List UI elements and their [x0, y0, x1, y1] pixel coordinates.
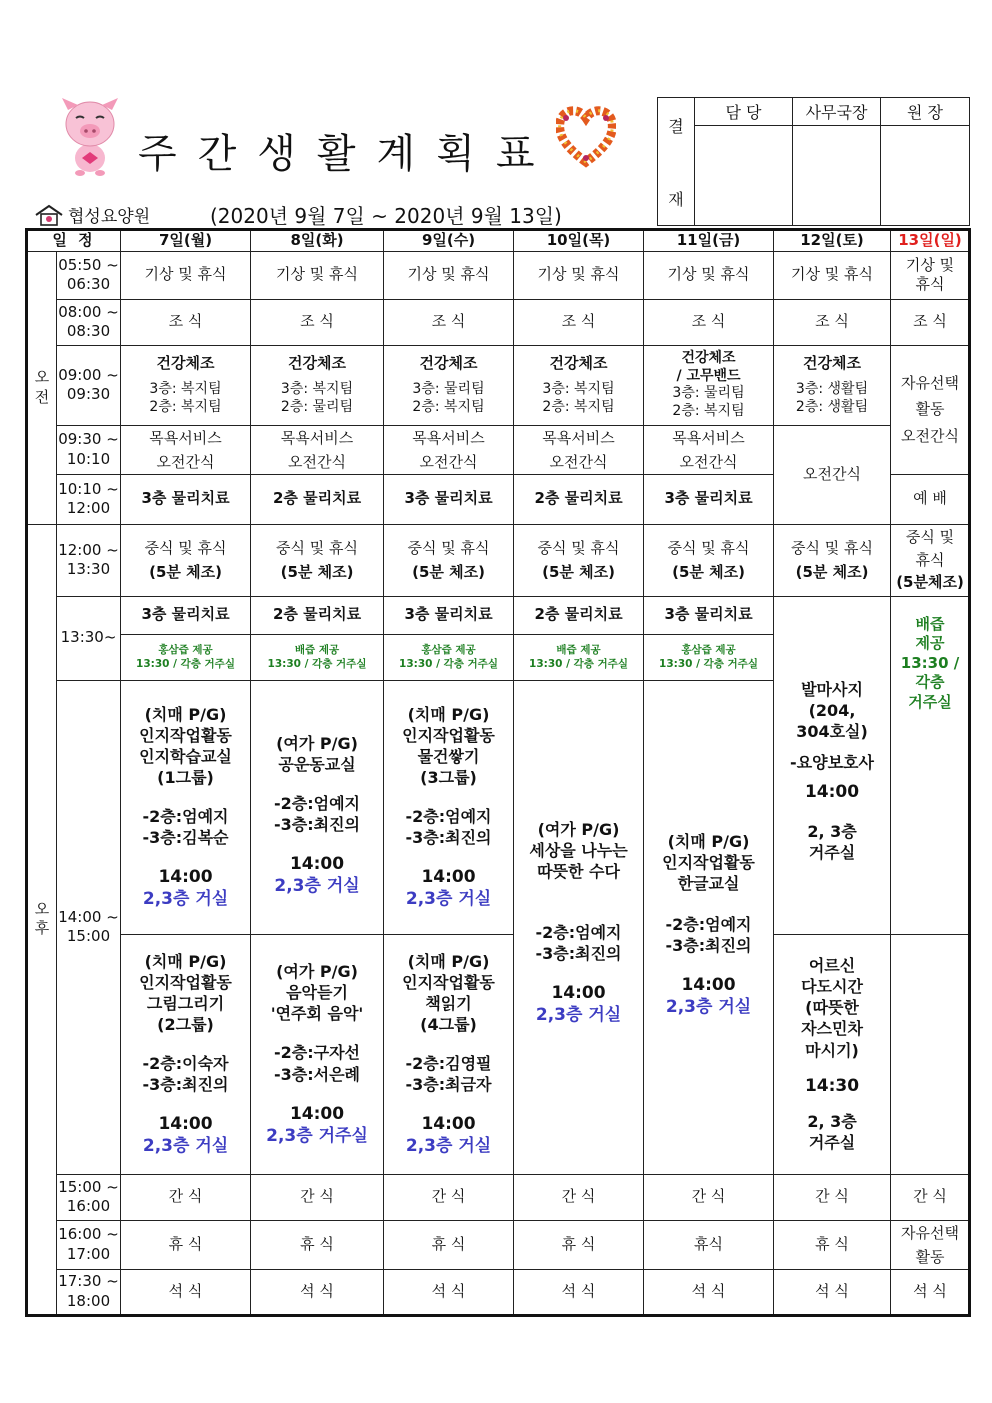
cell-rest: 휴식: [644, 1220, 774, 1269]
cell-pt: 2층 물리치료: [251, 474, 384, 524]
cell-sun-juice: 배즙 제공 13:30 / 각층 거주실: [891, 596, 970, 934]
cell-sun-morning: 자유선택 활동 오전간식: [891, 345, 970, 474]
cell-snack: 간 식: [384, 1174, 514, 1220]
day-thu: 10일(목): [514, 230, 644, 252]
time-cell: 16:00 ~ 17:00: [57, 1220, 121, 1269]
time-cell: 14:00 ~ 15:00: [57, 680, 121, 1174]
cell-pt: 3층 물리치료: [384, 474, 514, 524]
cell-snack: 간 식: [774, 1174, 891, 1220]
row-exercise: [27, 345, 970, 425]
cell-sun-worship: 예 배: [891, 474, 970, 524]
cell-breakfast: 조 식: [384, 299, 514, 345]
row-snack: [27, 1174, 970, 1220]
row-lunch: [27, 524, 970, 596]
cell-program-tue-2: (여가 P/G) 음악듣기 '연주회 음악' -2층:구자선 -3층:서은례 14:00 2,3층 거주실: [251, 934, 384, 1174]
time-cell: 17:30 ~ 18:00: [57, 1269, 121, 1315]
day-fri: 11일(금): [644, 230, 774, 252]
cell-wake: 기상 및 휴식: [644, 251, 774, 299]
cell-pt2: 3층 물리치료: [644, 596, 774, 634]
house-logo-icon: [34, 204, 64, 226]
cell-exercise: 건강체조 3층: 복지팀 2층: 복지팀: [514, 345, 644, 425]
cell-juice: 배즙 제공 13:30 / 각층 거주실: [251, 634, 384, 680]
time-cell: 15:00 ~ 16:00: [57, 1174, 121, 1220]
cell-dinner: 석 식: [644, 1269, 774, 1315]
cell-dinner: 석 식: [121, 1269, 251, 1315]
cell-rest: 휴 식: [384, 1220, 514, 1269]
cell-juice: 홍삼즙 제공 13:30 / 각층 거주실: [644, 634, 774, 680]
cell-exercise: 건강체조 3층: 물리팀 2층: 복지팀: [384, 345, 514, 425]
period-text: (2020년 9월 7일 ~ 2020년 9월 13일): [210, 204, 562, 228]
cell-wake: 기상 및 휴식: [251, 251, 384, 299]
cell-bath: 목욕서비스 오전간식: [121, 425, 251, 474]
schedule-table: [25, 228, 971, 1317]
cell-wake-sun: 기상 및 휴식: [891, 251, 970, 299]
cell-bath: 목욕서비스 오전간식: [251, 425, 384, 474]
cell-breakfast: 조 식: [644, 299, 774, 345]
row-program-2: [27, 934, 970, 1174]
day-sun: 13일(일): [891, 230, 970, 252]
approval-sign-manager[interactable]: [695, 126, 793, 226]
am-label: 오 전: [27, 251, 57, 524]
time-cell: 13:30~: [57, 596, 121, 680]
cell-snack: 간 식: [644, 1174, 774, 1220]
time-cell: 08:00 ~ 08:30: [57, 299, 121, 345]
cell-breakfast: 조 식: [891, 299, 970, 345]
cell-breakfast: 조 식: [774, 299, 891, 345]
cell-snack: 간 식: [891, 1174, 970, 1220]
org-name: 협성요양원: [68, 207, 151, 227]
time-cell: 09:00 ~ 09:30: [57, 345, 121, 425]
cell-pt: 3층 물리치료: [644, 474, 774, 524]
time-cell: 10:10 ~ 12:00: [57, 474, 121, 524]
cell-exercise: 건강체조 3층: 복지팀 2층: 물리팀: [251, 345, 384, 425]
cell-program-fri: (치매 P/G) 인지작업활동 한글교실 -2층:엄예지 -3층:최진의 14:00 2,3층 거실: [644, 680, 774, 1174]
cell-pt2: 3층 물리치료: [121, 596, 251, 634]
cell-juice: 홍삼즙 제공 13:30 / 각층 거주실: [121, 634, 251, 680]
cell-snack: 간 식: [514, 1174, 644, 1220]
cell-program-thu: (여가 P/G) 세상을 나누는 따뜻한 수다 -2층:엄예지 -3층:최진의 14:00 2,3층 거실: [514, 680, 644, 1174]
row-pt2: [27, 596, 970, 634]
approval-role-director: 원 장: [881, 98, 970, 126]
cell-dinner: 석 식: [891, 1269, 970, 1315]
cell-rest: 휴 식: [251, 1220, 384, 1269]
corner-label: 일 정: [27, 230, 121, 252]
cell-snack: 간 식: [251, 1174, 384, 1220]
row-wake: [27, 251, 970, 299]
day-mon: 7일(월): [121, 230, 251, 252]
cell-bath: 목욕서비스 오전간식: [384, 425, 514, 474]
row-bath: [27, 425, 970, 474]
cell-dinner: 석 식: [384, 1269, 514, 1315]
cell-breakfast: 조 식: [251, 299, 384, 345]
cell-program-mon-2: (치매 P/G) 인지작업활동 그림그리기 (2그룹) -2층:이숙자 -3층:최진의 14:00 2,3층 거실: [121, 934, 251, 1174]
approval-box: [657, 97, 970, 226]
cell-rest-sun: 자유선택 활동: [891, 1220, 970, 1269]
cell-lunch: 중식 및 휴식 (5분 체조): [121, 524, 251, 596]
header-row: [27, 230, 970, 252]
pm-label: 오 후: [27, 524, 57, 1315]
cell-exercise: 건강체조 3층: 복지팀 2층: 복지팀: [121, 345, 251, 425]
time-cell: 05:50 ~ 06:30: [57, 251, 121, 299]
cell-sat-tea: 어르신 다도시간 (따뜻한 자스민차 마시기) 14:30 2, 3층 거주실: [774, 934, 891, 1174]
approval-label: 결 재: [658, 98, 695, 226]
day-sat: 12일(토): [774, 230, 891, 252]
day-wed: 9일(수): [384, 230, 514, 252]
cell-wake: 기상 및 휴식: [121, 251, 251, 299]
cell-breakfast: 조 식: [121, 299, 251, 345]
cell-juice: 홍삼즙 제공 13:30 / 각층 거주실: [384, 634, 514, 680]
approval-sign-secretary[interactable]: [793, 126, 881, 226]
time-cell: 09:30 ~ 10:10: [57, 425, 121, 474]
cell-lunch: 중식 및 휴식 (5분 체조): [514, 524, 644, 596]
cell-exercise: 건강체조 / 고무밴드 3층: 물리팀 2층: 복지팀: [644, 345, 774, 425]
cell-wake: 기상 및 휴식: [514, 251, 644, 299]
cell-wake: 기상 및 휴식: [384, 251, 514, 299]
cell-rest: 휴 식: [514, 1220, 644, 1269]
row-breakfast: [27, 299, 970, 345]
cell-lunch: 중식 및 휴식 (5분 체조): [384, 524, 514, 596]
row-dinner: [27, 1269, 970, 1315]
page-title: 주간생활계획표: [138, 131, 556, 177]
cell-lunch: 중식 및 휴식 (5분 체조): [644, 524, 774, 596]
cell-lunch-sun: 중식 및 휴식 (5분체조): [891, 524, 970, 596]
cell-program-wed-2: (치매 P/G) 인지작업활동 책읽기 (4그룹) -2층:김영필 -3층:최금자 14:00 2,3층 거실: [384, 934, 514, 1174]
cell-juice: 배즙 제공 13:30 / 각층 거주실: [514, 634, 644, 680]
cell-wake: 기상 및 휴식: [774, 251, 891, 299]
org-label: [34, 202, 150, 227]
day-tue: 8일(화): [251, 230, 384, 252]
cell-pt2: 2층 물리치료: [251, 596, 384, 634]
cell-dinner: 석 식: [251, 1269, 384, 1315]
cell-lunch: 중식 및 휴식 (5분 체조): [774, 524, 891, 596]
cell-pt2: 2층 물리치료: [514, 596, 644, 634]
cell-pt: 2층 물리치료: [514, 474, 644, 524]
pig-mascot-icon: [58, 96, 122, 176]
cell-rest: 휴 식: [121, 1220, 251, 1269]
cell-dinner: 석 식: [514, 1269, 644, 1315]
cell-sat-snack: 오전간식: [774, 425, 891, 524]
flower-heart-icon: [556, 104, 616, 168]
cell-breakfast: 조 식: [514, 299, 644, 345]
cell-exercise: 건강체조 3층: 생활팀 2층: 생활팀: [774, 345, 891, 425]
cell-bath: 목욕서비스 오전간식: [644, 425, 774, 474]
cell-program-tue-1: (여가 P/G) 공운동교실 -2층:엄예지 -3층:최진의 14:00 2,3층 거실: [251, 680, 384, 934]
cell-rest: 휴 식: [774, 1220, 891, 1269]
cell-dinner: 석 식: [774, 1269, 891, 1315]
cell-sat-massage: 발마사지 (204, 304호실) -요양보호사 14:00 2, 3층 거주실: [774, 596, 891, 934]
row-rest: [27, 1220, 970, 1269]
approval-role-secretary: 사무국장: [793, 98, 881, 126]
cell-bath: 목욕서비스 오전간식: [514, 425, 644, 474]
approval-role-manager: 담 당: [695, 98, 793, 126]
cell-lunch: 중식 및 휴식 (5분 체조): [251, 524, 384, 596]
approval-sign-director[interactable]: [881, 126, 970, 226]
cell-program-mon-1: (치매 P/G) 인지작업활동 인지학습교실 (1그룹) -2층:엄예지 -3층:김복순 14:00 2,3층 거실: [121, 680, 251, 934]
cell-program-wed-1: (치매 P/G) 인지작업활동 물건쌓기 (3그룹) -2층:엄예지 -3층:최진의 14:00 2,3층 거실: [384, 680, 514, 934]
time-cell: 12:00 ~ 13:30: [57, 524, 121, 596]
cell-snack: 간 식: [121, 1174, 251, 1220]
cell-pt2: 3층 물리치료: [384, 596, 514, 634]
cell-pt: 3층 물리치료: [121, 474, 251, 524]
